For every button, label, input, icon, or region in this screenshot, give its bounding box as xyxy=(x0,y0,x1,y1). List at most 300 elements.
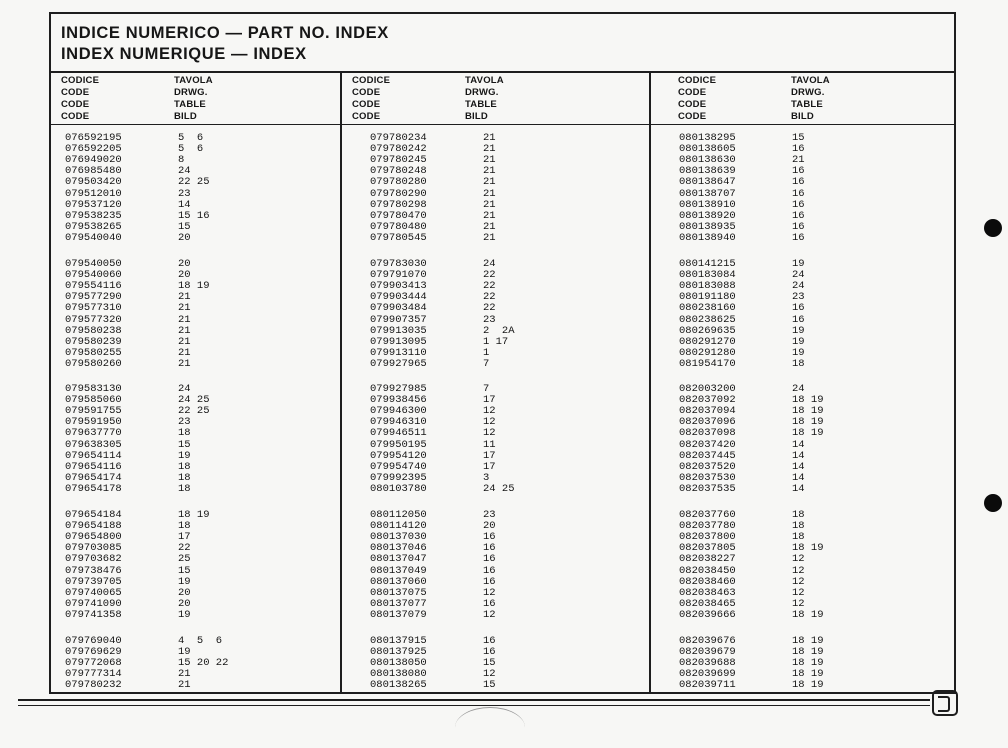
code-header-label: CODE xyxy=(678,87,707,98)
part-number: 080138080 xyxy=(370,668,427,681)
part-number: 079791070 xyxy=(370,269,427,282)
table-reference: 23 xyxy=(792,291,805,304)
code-header-label: CODE xyxy=(61,87,90,98)
part-number: 082038227 xyxy=(679,553,736,566)
part-number: 082037094 xyxy=(679,405,736,418)
table-reference: 20 xyxy=(178,586,191,599)
table-reference: 18 19 xyxy=(792,427,824,440)
part-number: 079769629 xyxy=(65,646,122,659)
table-reference: 20 xyxy=(178,231,191,244)
part-number: 082037098 xyxy=(679,427,736,440)
title-block xyxy=(51,14,954,73)
table-reference: 19 xyxy=(178,449,191,462)
part-number: 080138940 xyxy=(679,231,736,244)
part-number: 079741090 xyxy=(65,597,122,610)
code-header-label: CODICE xyxy=(61,75,100,86)
part-number: 082039699 xyxy=(679,668,736,681)
table-reference: 18 xyxy=(792,357,805,370)
part-number: 080138910 xyxy=(679,198,736,211)
part-number: 079538235 xyxy=(65,209,122,222)
table-reference: 21 xyxy=(178,668,191,681)
part-number: 079654184 xyxy=(65,509,122,521)
table-reference: 14 xyxy=(792,482,805,495)
table-header-label: BILD xyxy=(791,111,814,122)
part-number: 079585060 xyxy=(65,394,122,407)
table-reference: 5 6 xyxy=(178,132,204,144)
part-number: 080137075 xyxy=(370,586,427,599)
table-header-label: TABLE xyxy=(174,99,206,110)
code-header-label: CODE xyxy=(61,99,90,110)
part-number: 079739705 xyxy=(65,575,122,588)
part-number: 082037092 xyxy=(679,394,736,407)
part-number: 079780545 xyxy=(370,231,427,244)
part-number: 079738476 xyxy=(65,564,122,577)
table-reference: 16 xyxy=(483,553,496,566)
part-number: 080238625 xyxy=(679,313,736,326)
part-number: 079950195 xyxy=(370,438,427,451)
table-reference: 22 xyxy=(483,269,496,282)
bottom-rule xyxy=(18,699,930,701)
table-reference: 12 xyxy=(483,427,496,440)
part-number: 079769040 xyxy=(65,635,122,647)
part-number: 079554116 xyxy=(65,280,122,293)
table-reference: 16 xyxy=(792,165,805,178)
table-reference: 22 25 xyxy=(178,176,210,189)
table-reference: 18 19 xyxy=(792,542,824,555)
table-reference: 16 xyxy=(792,209,805,222)
table-reference: 17 xyxy=(178,531,191,544)
table-reference: 16 xyxy=(792,198,805,211)
table-reference: 8 xyxy=(178,154,185,167)
part-number: 080183088 xyxy=(679,280,736,293)
table-reference: 11 xyxy=(483,438,496,451)
table-reference: 18 19 xyxy=(792,646,824,659)
part-number: 080138935 xyxy=(679,220,736,233)
table-reference: 23 xyxy=(178,416,191,429)
table-reference: 15 xyxy=(178,564,191,577)
part-number: 079992395 xyxy=(370,471,427,484)
part-number: 079577290 xyxy=(65,291,122,304)
part-number: 079654116 xyxy=(65,460,122,473)
part-number: 079637770 xyxy=(65,427,122,440)
table-reference: 18 19 xyxy=(178,509,210,521)
punch-hole xyxy=(984,494,1002,512)
table-reference: 3 xyxy=(483,471,490,484)
part-number: 079938456 xyxy=(370,394,427,407)
part-number: 079654178 xyxy=(65,482,122,495)
table-reference: 12 xyxy=(483,668,496,681)
part-number: 079780480 xyxy=(370,220,427,233)
part-number: 079583130 xyxy=(65,383,122,395)
part-number: 079577310 xyxy=(65,302,122,315)
part-number: 079654114 xyxy=(65,449,122,462)
part-number: 082003200 xyxy=(679,383,736,395)
part-number: 082037445 xyxy=(679,449,736,462)
column-header-3 xyxy=(651,73,954,125)
part-number: 082037520 xyxy=(679,460,736,473)
table-reference: 25 xyxy=(178,553,191,566)
table-reference: 14 xyxy=(178,198,191,211)
binding-arc xyxy=(455,707,525,748)
table-reference: 12 xyxy=(792,564,805,577)
table-reference: 18 19 xyxy=(792,394,824,407)
table-reference: 21 xyxy=(178,324,191,337)
part-number: 079654800 xyxy=(65,531,122,544)
page-subtitle: INDEX NUMERIQUE — INDEX xyxy=(61,45,307,63)
part-number: 080138265 xyxy=(370,679,427,692)
table-reference: 21 xyxy=(792,154,805,167)
table-reference: 18 xyxy=(178,482,191,495)
part-number: 079580239 xyxy=(65,335,122,348)
table-reference: 18 xyxy=(178,471,191,484)
part-number: 082037760 xyxy=(679,509,736,521)
table-reference: 21 xyxy=(178,346,191,359)
part-number: 079780242 xyxy=(370,143,427,156)
table-reference: 12 xyxy=(483,608,496,621)
code-header-label: CODE xyxy=(352,87,381,98)
table-reference: 5 6 xyxy=(178,143,204,156)
table-reference: 7 xyxy=(483,383,490,395)
part-number: 080238160 xyxy=(679,302,736,315)
table-reference: 24 xyxy=(178,165,191,178)
part-number: 079654188 xyxy=(65,520,122,533)
part-number: 079740065 xyxy=(65,586,122,599)
table-reference: 23 xyxy=(178,187,191,200)
part-number: 079503420 xyxy=(65,176,122,189)
part-number: 079954740 xyxy=(370,460,427,473)
part-number: 080183084 xyxy=(679,269,736,282)
table-reference: 23 xyxy=(483,313,496,326)
part-number: 080137047 xyxy=(370,553,427,566)
table-reference: 18 19 xyxy=(792,657,824,670)
table-reference: 19 xyxy=(178,575,191,588)
table-reference: 21 xyxy=(483,220,496,233)
table-reference: 18 xyxy=(792,509,805,521)
table-reference: 24 xyxy=(792,280,805,293)
table-reference: 21 xyxy=(178,335,191,348)
part-number: 082038450 xyxy=(679,564,736,577)
table-reference: 20 xyxy=(483,520,496,533)
part-number: 079703085 xyxy=(65,542,122,555)
bottom-rule xyxy=(18,705,930,706)
table-reference: 16 xyxy=(483,597,496,610)
part-number: 080137079 xyxy=(370,608,427,621)
part-number: 079783030 xyxy=(370,258,427,270)
part-number: 079540060 xyxy=(65,269,122,282)
part-number: 079946511 xyxy=(370,427,427,440)
part-number: 079580260 xyxy=(65,357,122,370)
table-reference: 21 xyxy=(178,302,191,315)
part-number: 079580238 xyxy=(65,324,122,337)
table-reference: 21 xyxy=(483,187,496,200)
part-number: 079907357 xyxy=(370,313,427,326)
table-reference: 1 xyxy=(483,346,490,359)
part-number: 082039688 xyxy=(679,657,736,670)
part-number: 080137077 xyxy=(370,597,427,610)
table-reference: 22 xyxy=(483,280,496,293)
part-number: 079591755 xyxy=(65,405,122,418)
table-header-label: DRWG. xyxy=(791,87,825,98)
table-reference: 19 xyxy=(792,335,805,348)
table-reference: 12 xyxy=(483,586,496,599)
table-reference: 16 xyxy=(483,646,496,659)
part-number: 079580255 xyxy=(65,346,122,359)
table-reference: 14 xyxy=(792,438,805,451)
table-reference: 18 19 xyxy=(792,668,824,681)
part-number: 080291280 xyxy=(679,346,736,359)
part-number: 079946300 xyxy=(370,405,427,418)
code-header-label: CODICE xyxy=(678,75,717,86)
table-reference: 16 xyxy=(792,220,805,233)
table-header-label: TAVOLA xyxy=(465,75,504,86)
table-reference: 18 xyxy=(792,531,805,544)
table-reference: 14 xyxy=(792,460,805,473)
table-reference: 18 19 xyxy=(792,679,824,692)
part-number: 080291270 xyxy=(679,335,736,348)
part-number: 079772068 xyxy=(65,657,122,670)
table-reference: 12 xyxy=(792,575,805,588)
part-number: 079741358 xyxy=(65,608,122,621)
table-reference: 24 xyxy=(483,258,496,270)
code-header-label: CODE xyxy=(678,111,707,122)
table-reference: 15 xyxy=(178,220,191,233)
part-number: 080114120 xyxy=(370,520,427,533)
part-number: 082039679 xyxy=(679,646,736,659)
part-number: 079577320 xyxy=(65,313,122,326)
part-number: 079780248 xyxy=(370,165,427,178)
table-reference: 18 xyxy=(178,460,191,473)
part-number: 080137915 xyxy=(370,635,427,647)
part-number: 080138295 xyxy=(679,132,736,144)
table-reference: 4 5 6 xyxy=(178,635,223,647)
table-header-label: TAVOLA xyxy=(174,75,213,86)
table-reference: 18 19 xyxy=(792,416,824,429)
table-reference: 24 xyxy=(178,383,191,395)
table-reference: 12 xyxy=(792,553,805,566)
part-number: 080137046 xyxy=(370,542,427,555)
part-number: 080137925 xyxy=(370,646,427,659)
page-title: INDICE NUMERICO — PART NO. INDEX xyxy=(61,24,389,42)
table-reference: 7 xyxy=(483,357,490,370)
part-number: 079913110 xyxy=(370,346,427,359)
part-number: 079703682 xyxy=(65,553,122,566)
table-reference: 21 xyxy=(483,132,496,144)
table-reference: 19 xyxy=(178,646,191,659)
punch-hole xyxy=(984,219,1002,237)
part-number: 082037420 xyxy=(679,438,736,451)
part-number: 080138630 xyxy=(679,154,736,167)
column-divider xyxy=(649,71,651,692)
part-number: 079538265 xyxy=(65,220,122,233)
part-number: 080137060 xyxy=(370,575,427,588)
code-header-label: CODE xyxy=(352,99,381,110)
part-number: 079591950 xyxy=(65,416,122,429)
code-header-label: CODE xyxy=(352,111,381,122)
table-reference: 21 xyxy=(178,679,191,692)
table-reference: 23 xyxy=(483,509,496,521)
table-reference: 21 xyxy=(483,231,496,244)
part-number: 082038465 xyxy=(679,597,736,610)
part-number: 082037535 xyxy=(679,482,736,495)
part-number: 082039676 xyxy=(679,635,736,647)
table-reference: 22 xyxy=(178,542,191,555)
table-reference: 24 25 xyxy=(178,394,210,407)
table-reference: 15 xyxy=(178,438,191,451)
part-number: 076592205 xyxy=(65,143,122,156)
part-number: 080138050 xyxy=(370,657,427,670)
table-reference: 15 xyxy=(792,132,805,144)
table-reference: 18 xyxy=(792,520,805,533)
part-number: 082037780 xyxy=(679,520,736,533)
table-header-label: DRWG. xyxy=(465,87,499,98)
part-number: 079780470 xyxy=(370,209,427,222)
part-number: 080137049 xyxy=(370,564,427,577)
table-reference: 18 19 xyxy=(178,280,210,293)
table-reference: 16 xyxy=(483,542,496,555)
table-reference: 16 xyxy=(483,564,496,577)
table-reference: 16 xyxy=(483,635,496,647)
part-number: 080191180 xyxy=(679,291,736,304)
table-reference: 21 xyxy=(483,165,496,178)
table-reference: 15 xyxy=(483,679,496,692)
table-reference: 12 xyxy=(483,405,496,418)
table-reference: 16 xyxy=(483,531,496,544)
part-number: 079903444 xyxy=(370,291,427,304)
table-reference: 18 xyxy=(178,520,191,533)
table-reference: 21 xyxy=(178,291,191,304)
part-number: 079903484 xyxy=(370,302,427,315)
part-number: 080138605 xyxy=(679,143,736,156)
table-reference: 21 xyxy=(178,313,191,326)
code-header-label: CODICE xyxy=(352,75,391,86)
table-reference: 21 xyxy=(178,357,191,370)
part-number: 079913035 xyxy=(370,324,427,337)
part-number: 080138639 xyxy=(679,165,736,178)
part-number: 079638305 xyxy=(65,438,122,451)
table-reference: 15 16 xyxy=(178,209,210,222)
table-reference: 16 xyxy=(792,302,805,315)
table-reference: 18 19 xyxy=(792,405,824,418)
part-number: 082037530 xyxy=(679,471,736,484)
table-reference: 19 xyxy=(178,608,191,621)
table-header-label: TABLE xyxy=(465,99,497,110)
part-number: 079540040 xyxy=(65,231,122,244)
column-header-1 xyxy=(51,73,340,125)
table-reference: 21 xyxy=(483,209,496,222)
table-header-label: TABLE xyxy=(791,99,823,110)
table-reference: 21 xyxy=(483,143,496,156)
table-reference: 21 xyxy=(483,154,496,167)
table-reference: 14 xyxy=(792,449,805,462)
table-reference: 20 xyxy=(178,597,191,610)
part-number: 079512010 xyxy=(65,187,122,200)
part-number: 079537120 xyxy=(65,198,122,211)
table-reference: 17 xyxy=(483,394,496,407)
table-reference: 15 20 22 xyxy=(178,657,229,670)
part-number: 076949020 xyxy=(65,154,122,167)
table-reference: 16 xyxy=(792,313,805,326)
part-number: 076592195 xyxy=(65,132,122,144)
part-number: 076985480 xyxy=(65,165,122,178)
part-number: 082039666 xyxy=(679,608,736,621)
part-number: 079780234 xyxy=(370,132,427,144)
part-number: 080138707 xyxy=(679,187,736,200)
part-number: 079913095 xyxy=(370,335,427,348)
part-number: 079780232 xyxy=(65,679,122,692)
part-number: 080112050 xyxy=(370,509,427,521)
table-reference: 16 xyxy=(792,143,805,156)
table-reference: 17 xyxy=(483,449,496,462)
part-number: 080138647 xyxy=(679,176,736,189)
table-reference: 19 xyxy=(792,324,805,337)
table-reference: 16 xyxy=(483,575,496,588)
table-reference: 16 xyxy=(792,231,805,244)
table-header-label: TAVOLA xyxy=(791,75,830,86)
table-reference: 21 xyxy=(483,198,496,211)
part-number: 081954170 xyxy=(679,357,736,370)
table-reference: 18 xyxy=(178,427,191,440)
table-reference: 14 xyxy=(792,471,805,484)
part-number: 082037805 xyxy=(679,542,736,555)
part-number: 079540050 xyxy=(65,258,122,270)
table-reference: 18 19 xyxy=(792,635,824,647)
part-number: 079903413 xyxy=(370,280,427,293)
table-reference: 1 17 xyxy=(483,335,509,348)
part-number: 080269635 xyxy=(679,324,736,337)
part-number: 082038463 xyxy=(679,586,736,599)
code-header-label: CODE xyxy=(678,99,707,110)
table-reference: 24 25 xyxy=(483,482,515,495)
part-number: 079927965 xyxy=(370,357,427,370)
table-header-label: BILD xyxy=(465,111,488,122)
table-header-label: BILD xyxy=(174,111,197,122)
code-header-label: CODE xyxy=(61,111,90,122)
table-reference: 12 xyxy=(792,586,805,599)
table-reference: 17 xyxy=(483,460,496,473)
part-number: 080138920 xyxy=(679,209,736,222)
table-reference: 18 19 xyxy=(792,608,824,621)
table-reference: 20 xyxy=(178,258,191,270)
table-reference: 19 xyxy=(792,346,805,359)
table-reference: 12 xyxy=(483,416,496,429)
column-divider xyxy=(340,71,342,692)
part-number: 080103780 xyxy=(370,482,427,495)
part-number: 079946310 xyxy=(370,416,427,429)
table-reference: 22 xyxy=(483,302,496,315)
page-corner-icon xyxy=(932,690,958,716)
column-header-2 xyxy=(342,73,649,125)
table-reference: 16 xyxy=(792,176,805,189)
part-number: 079654174 xyxy=(65,471,122,484)
table-reference: 21 xyxy=(483,176,496,189)
part-number: 079954120 xyxy=(370,449,427,462)
part-number: 082038460 xyxy=(679,575,736,588)
part-number: 082037800 xyxy=(679,531,736,544)
part-number: 082037096 xyxy=(679,416,736,429)
table-reference: 20 xyxy=(178,269,191,282)
table-reference: 24 xyxy=(792,269,805,282)
part-number: 079927985 xyxy=(370,383,427,395)
part-number: 079780290 xyxy=(370,187,427,200)
table-reference: 2 2A xyxy=(483,324,515,337)
index-table-frame xyxy=(49,12,956,694)
table-reference: 19 xyxy=(792,258,805,270)
part-number: 080141215 xyxy=(679,258,736,270)
table-reference: 12 xyxy=(792,597,805,610)
table-header-label: DRWG. xyxy=(174,87,208,98)
part-number: 080137030 xyxy=(370,531,427,544)
part-number: 079780298 xyxy=(370,198,427,211)
